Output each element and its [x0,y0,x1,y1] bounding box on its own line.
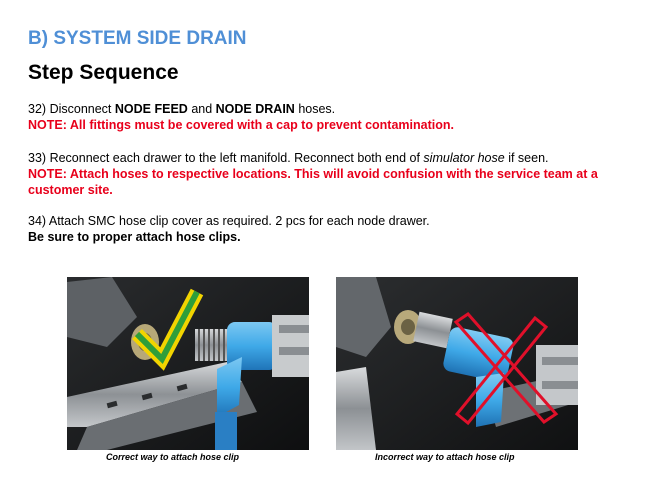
step-32-note: NOTE: All fittings must be covered with a cap to prevent contamination. [28,118,454,132]
step-33 [28,150,648,198]
step-text: if seen. [508,151,549,165]
step-32-instruction [28,101,648,117]
step-text: hoses. [298,102,336,116]
step-text: Attach SMC hose clip cover as required. 2 pcs for each node drawer. [48,214,430,228]
step-32 [28,101,648,133]
correct-clip-caption: Correct way to attach hose clip [106,452,240,462]
step-34-emphasis: Be sure to proper attach hose clips. [28,230,241,244]
step-33-instruction [28,150,648,166]
step-text: Disconnect [49,102,112,116]
step-34 [28,213,648,245]
section-title: B) SYSTEM SIDE DRAIN [28,28,247,49]
page-title: Step Sequence [28,61,179,84]
step-text: and [191,102,213,116]
step-number: 34) [28,214,47,228]
step-number: 32) [28,102,47,116]
node-feed-label: NODE FEED [114,102,188,116]
simulator-hose-term: simulator hose [423,151,505,165]
incorrect-clip-photo [336,277,578,450]
step-number: 33) [28,151,47,165]
incorrect-clip-caption: Incorrect way to attach hose clip [375,452,515,462]
step-33-note: NOTE: Attach hoses to respective locations. This will avoid confusion with the service team at a customer site. [28,167,598,197]
step-text: Reconnect each drawer to the left manifold. Reconnect both end of [49,151,420,165]
node-drain-label: NODE DRAIN [215,102,295,116]
correct-clip-photo [67,277,309,450]
step-34-instruction [28,213,648,229]
